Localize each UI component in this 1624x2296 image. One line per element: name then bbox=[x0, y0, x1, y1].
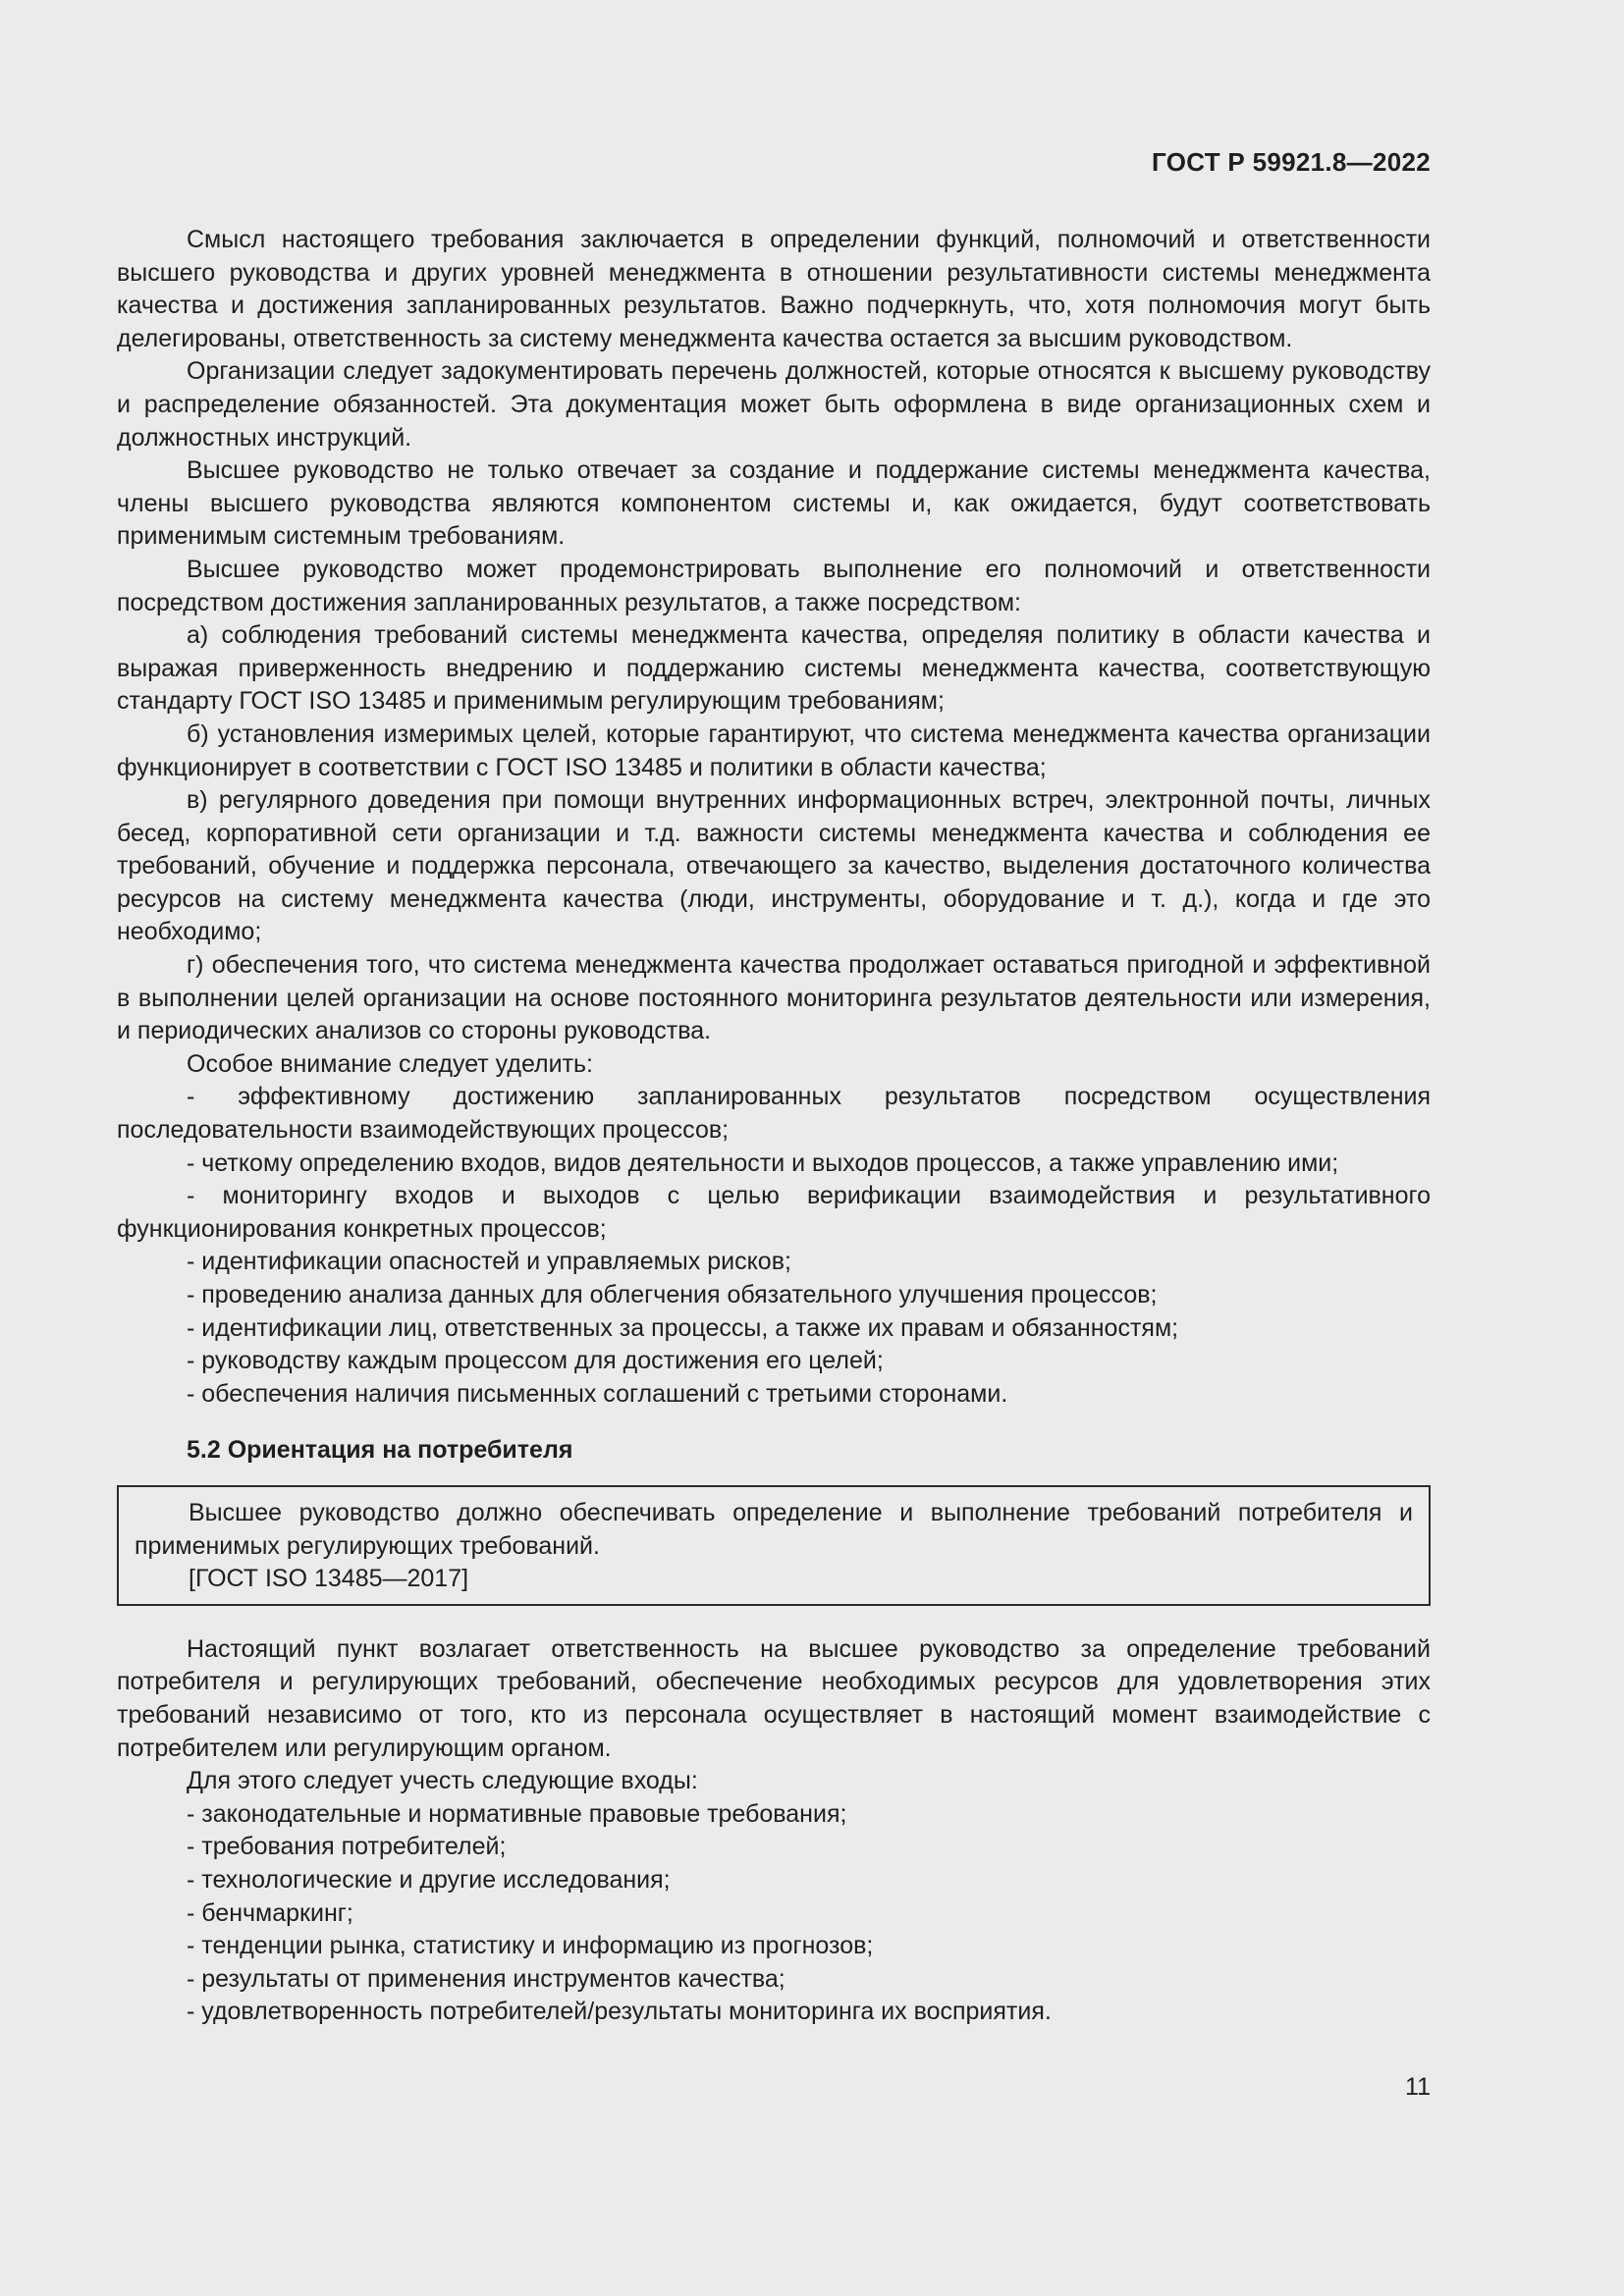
quote-reference: [ГОСТ ISO 13485—2017] bbox=[189, 1565, 469, 1593]
inputs-list-item: - удовлетворенность потребителей/результаты мониторинга их восприятия. bbox=[187, 1998, 1052, 2026]
document-code-header: ГОСТ Р 59921.8—2022 bbox=[1152, 147, 1431, 177]
attention-list-item: - идентификации лиц, ответственных за процессы, а также их правам и обязанностям; bbox=[187, 1313, 1179, 1342]
intro-paragraph: Высшее руководство может продемонстрировать выполнение его полномочий и ответственности посредством достижения запланированных результатов, а также посредством: bbox=[117, 555, 1431, 616]
section-heading: 5.2 Ориентация на потребителя bbox=[187, 1436, 573, 1465]
inputs-list-item: - технологические и другие исследования; bbox=[187, 1865, 671, 1894]
intro-paragraph: Высшее руководство не только отвечает за создание и поддержание системы менеджмента качества, члены высшего руководства являются компонентом системы и, как ожидается, будут соответствовать применимым системным требованиям. bbox=[117, 456, 1431, 551]
intro-paragraph: Организации следует задокументировать перечень должностей, которые относятся к высшему руководству и распределение обязанностей. Эта документация может быть оформлена в виде организационных схем и должностных инструкций. bbox=[117, 357, 1431, 452]
inputs-list-item: - результаты от применения инструментов качества; bbox=[187, 1964, 785, 1993]
page-number: 11 bbox=[1405, 2073, 1431, 2101]
quote-text: Высшее руководство должно обеспечивать определение и выполнение требований потребителя и применимых регулирующих требований. bbox=[135, 1498, 1413, 1560]
body-paragraph: Настоящий пункт возлагает ответственность на высшее руководство за определение требований потребителя и регулирующих требований, обеспечение необходимых ресурсов для удовлетворения этих требований независимо от того, кто из персонала осуществляет в настоящий момент взаимодействие с потребителем или регулирующим органом. bbox=[117, 1634, 1431, 1762]
attention-list-item: - руководству каждым процессом для достижения его целей; bbox=[187, 1347, 884, 1375]
inputs-list-item: - тенденции рынка, статистику и информацию из прогнозов; bbox=[187, 1932, 874, 1960]
attention-list-item: - четкому определению входов, видов деятельности и выходов процессов, а также управлению ими; bbox=[187, 1148, 1339, 1177]
attention-list-item: - проведению анализа данных для облегчения обязательного улучшения процессов; bbox=[187, 1281, 1158, 1308]
intro-paragraph: Смысл настоящего требования заключается в определении функций, полномочий и ответственности высшего руководства и других уровней менеджмента в отношении результативности системы менеджмента качества и достижения запланированных результатов. Важно подчеркнуть, что, хотя полномочия могут быть делегированы, ответственность за систему менеджмента качества остается за высшим руководством. bbox=[117, 226, 1431, 352]
lettered-item: г) обеспечения того, что система менеджмента качества продолжает оставаться пригодной и эффективной в выполнении целей организации на основе постоянного мониторинга результатов деятельности или измерения, и периодических анализов со стороны руководства. bbox=[117, 951, 1431, 1045]
inputs-list-item: - бенчмаркинг; bbox=[187, 1898, 353, 1927]
attention-intro: Особое внимание следует уделить: bbox=[187, 1049, 593, 1078]
standard-quote-box bbox=[117, 1485, 1431, 1606]
attention-list-item: - эффективному достижению запланированных результатов посредством осуществления последовательности взаимодействующих процессов; bbox=[117, 1083, 1431, 1145]
lettered-item: а) соблюдения требований системы менеджмента качества, определяя политику в области качества и выражая приверженность внедрению и поддержанию системы менеджмента качества, соответствующую стандарту ГОСТ ISO 13485 и применимым регулирующим требованиям; bbox=[117, 621, 1431, 716]
inputs-intro: Для этого следует учесть следующие входы: bbox=[187, 1767, 698, 1795]
attention-list-item: - обеспечения наличия письменных соглашений с третьими сторонами. bbox=[187, 1379, 1008, 1408]
attention-list-item: - мониторингу входов и выходов с целью верификации взаимодействия и результативного функционирования конкретных процессов; bbox=[117, 1182, 1431, 1243]
inputs-list-item: - законодательные и нормативные правовые требования; bbox=[187, 1799, 847, 1828]
page-content bbox=[117, 224, 1431, 2029]
lettered-item: б) установления измеримых целей, которые гарантируют, что система менеджмента качества организации функционирует в соответствии с ГОСТ ISO 13485 и политики в области качества; bbox=[117, 720, 1431, 781]
inputs-list-item: - требования потребителей; bbox=[187, 1833, 507, 1861]
lettered-item: в) регулярного доведения при помощи внутренних информационных встреч, электронной почты, личных бесед, корпоративной сети организации и т.д. важности системы менеджмента качества и соблюдения ее требований, обучение и поддержка персонала, отвечающего за качество, выделения достаточного количества ресурсов на систему менеджмента качества (люди, инструменты, оборудование и т. д.), когда и где это необходимо; bbox=[117, 786, 1431, 946]
attention-list-item: - идентификации опасностей и управляемых рисков; bbox=[187, 1248, 791, 1276]
